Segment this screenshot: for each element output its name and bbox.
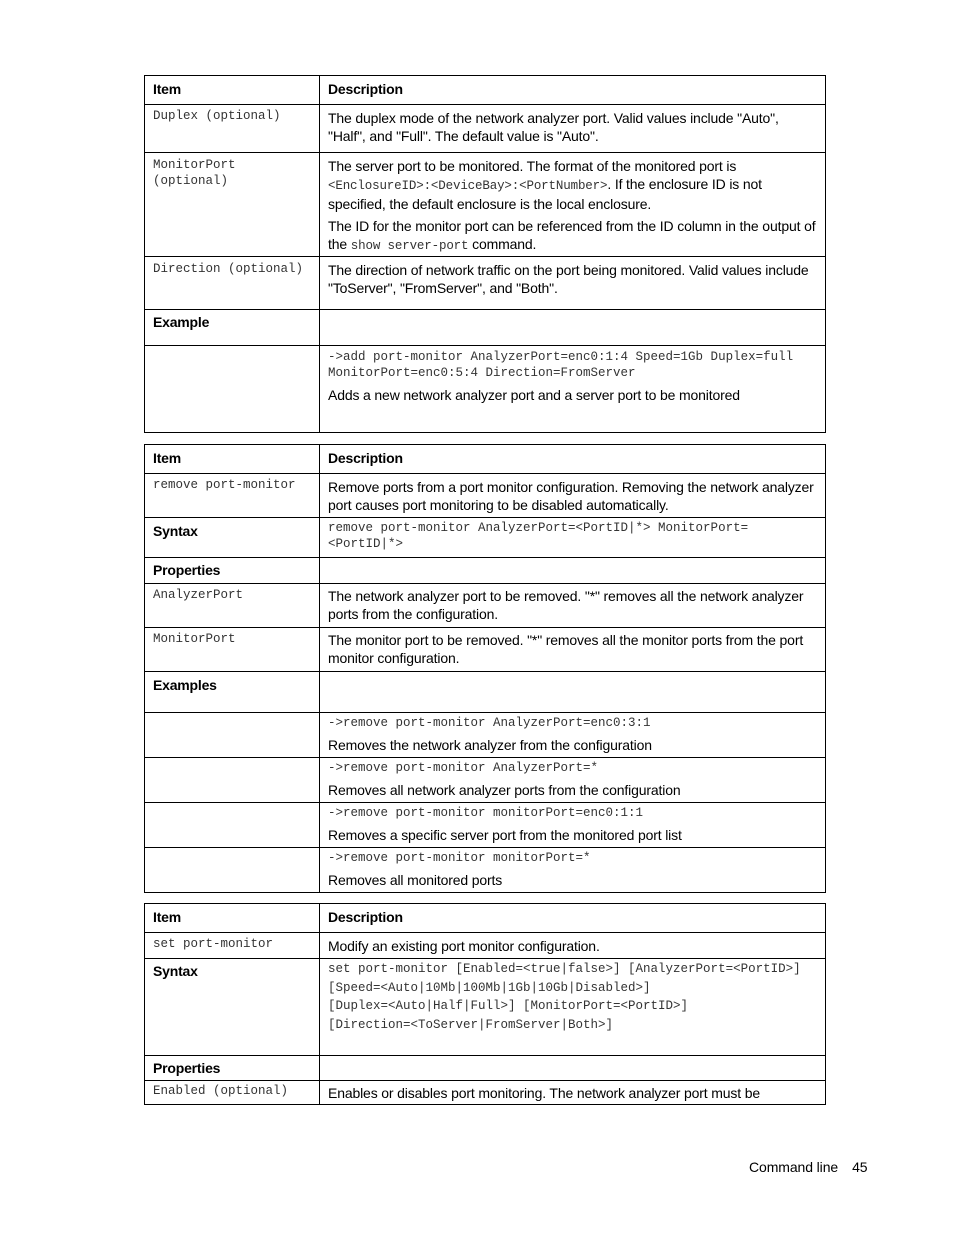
- properties-label: Properties: [145, 1056, 320, 1081]
- property-name: Direction (optional): [145, 257, 320, 310]
- example-code: ->remove port-monitor monitorPort=enc0:1:1: [328, 806, 644, 820]
- table-row: [145, 558, 826, 584]
- table-row: [145, 1081, 826, 1105]
- command-name: set port-monitor: [145, 933, 320, 959]
- example-code: ->add port-monitor AnalyzerPort=enc0:1:4 Speed=1Gb Duplex=full MonitorPort=enc0:5:4 Direction=FromServer: [328, 350, 794, 380]
- property-name: MonitorPort: [145, 628, 320, 672]
- syntax-line: [Speed=<Auto|10Mb|100Mb|1Gb|10Gb|Disabled>]: [328, 980, 651, 995]
- property-name: Duplex (optional): [145, 105, 320, 153]
- syntax-label: Syntax: [145, 959, 320, 1056]
- property-name: Enabled (optional): [145, 1081, 320, 1105]
- example-code: ->remove port-monitor AnalyzerPort=enc0:3:1: [328, 716, 651, 730]
- example-description: Removes a specific server port from the monitored port list: [328, 826, 682, 843]
- table-row: [145, 959, 826, 1056]
- property-name: MonitorPort (optional): [145, 153, 320, 257]
- description-header: Description: [320, 76, 826, 105]
- table-row: [145, 803, 826, 848]
- description-paragraph: The ID for the monitor port can be referenced from the ID column in the output of the show server-port command.: [328, 218, 816, 253]
- syntax-line: set port-monitor [Enabled=<true|false>] [AnalyzerPort=<PortID>]: [328, 962, 801, 976]
- footer-section: Command line: [749, 1159, 839, 1175]
- property-description: Enables or disables port monitoring. The network analyzer port must be: [320, 1081, 826, 1105]
- syntax-label: Syntax: [145, 518, 320, 558]
- syntax-code: remove port-monitor AnalyzerPort=<PortID|*> MonitorPort=<PortID|*>: [320, 518, 826, 558]
- table-row: [145, 153, 826, 257]
- example-description: Removes all monitored ports: [328, 871, 503, 888]
- item-header: Item: [145, 904, 320, 933]
- table-row: [145, 584, 826, 628]
- syntax-code: [320, 959, 826, 1056]
- table-row: [145, 105, 826, 153]
- port-monitor-remove-table: [144, 444, 826, 893]
- example-label: Example: [145, 310, 320, 346]
- port-monitor-add-table: [144, 75, 826, 433]
- table-row: [145, 713, 826, 758]
- property-description: The monitor port to be removed. "*" removes all the monitor ports from the port monitor configuration.: [320, 628, 826, 672]
- property-description: The direction of network traffic on the port being monitored. Valid values include "ToServer", "FromServer", and "Both".: [320, 257, 826, 310]
- page-footer: [749, 1159, 867, 1175]
- description-header: Description: [320, 445, 826, 474]
- table-row: [145, 310, 826, 346]
- property-name: AnalyzerPort: [145, 584, 320, 628]
- table-row: [145, 672, 826, 713]
- command-description: Remove ports from a port monitor configuration. Removing the network analyzer port causes port monitoring to be disabled automatically.: [320, 474, 826, 518]
- properties-label: Properties: [145, 558, 320, 584]
- examples-label: Examples: [145, 672, 320, 713]
- example-description: Adds a new network analyzer port and a server port to be monitored: [328, 387, 740, 403]
- example-code: ->remove port-monitor monitorPort=*: [328, 851, 591, 865]
- property-description: [320, 153, 826, 257]
- command-description: Modify an existing port monitor configuration.: [320, 933, 826, 959]
- syntax-line: [Duplex=<Auto|Half|Full>] [MonitorPort=<PortID>]: [328, 999, 689, 1013]
- command-name: remove port-monitor: [145, 474, 320, 518]
- property-description: The duplex mode of the network analyzer port. Valid values include "Auto", "Half", and "Full". The default value is "Auto".: [320, 105, 826, 153]
- page-number: 45: [852, 1159, 868, 1175]
- table-row: [145, 257, 826, 310]
- table-row: [145, 628, 826, 672]
- syntax-line: [Direction=<ToServer|FromServer|Both>]: [328, 1017, 614, 1032]
- item-header: Item: [145, 76, 320, 105]
- property-description: The network analyzer port to be removed. "*" removes all the network analyzer ports from the configuration.: [320, 584, 826, 628]
- table-row: [145, 848, 826, 893]
- table-row: [145, 933, 826, 959]
- table-row: [145, 474, 826, 518]
- item-header: Item: [145, 445, 320, 474]
- example-code: ->remove port-monitor AnalyzerPort=*: [328, 761, 599, 775]
- table-row: [145, 758, 826, 803]
- table-row: [145, 346, 826, 433]
- example-description: Removes the network analyzer from the configuration: [328, 736, 652, 753]
- table-row: [145, 1056, 826, 1081]
- table-row: [145, 518, 826, 558]
- port-monitor-set-table: [144, 903, 826, 1105]
- example-description: Removes all network analyzer ports from the configuration: [328, 781, 681, 798]
- description-header: Description: [320, 904, 826, 933]
- description-paragraph: The server port to be monitored. The format of the monitored port is <EnclosureID>:<DeviceBay>:<PortNumber>. If the enclosure ID is not specified, the default enclosure is the local enclosure.: [328, 158, 762, 212]
